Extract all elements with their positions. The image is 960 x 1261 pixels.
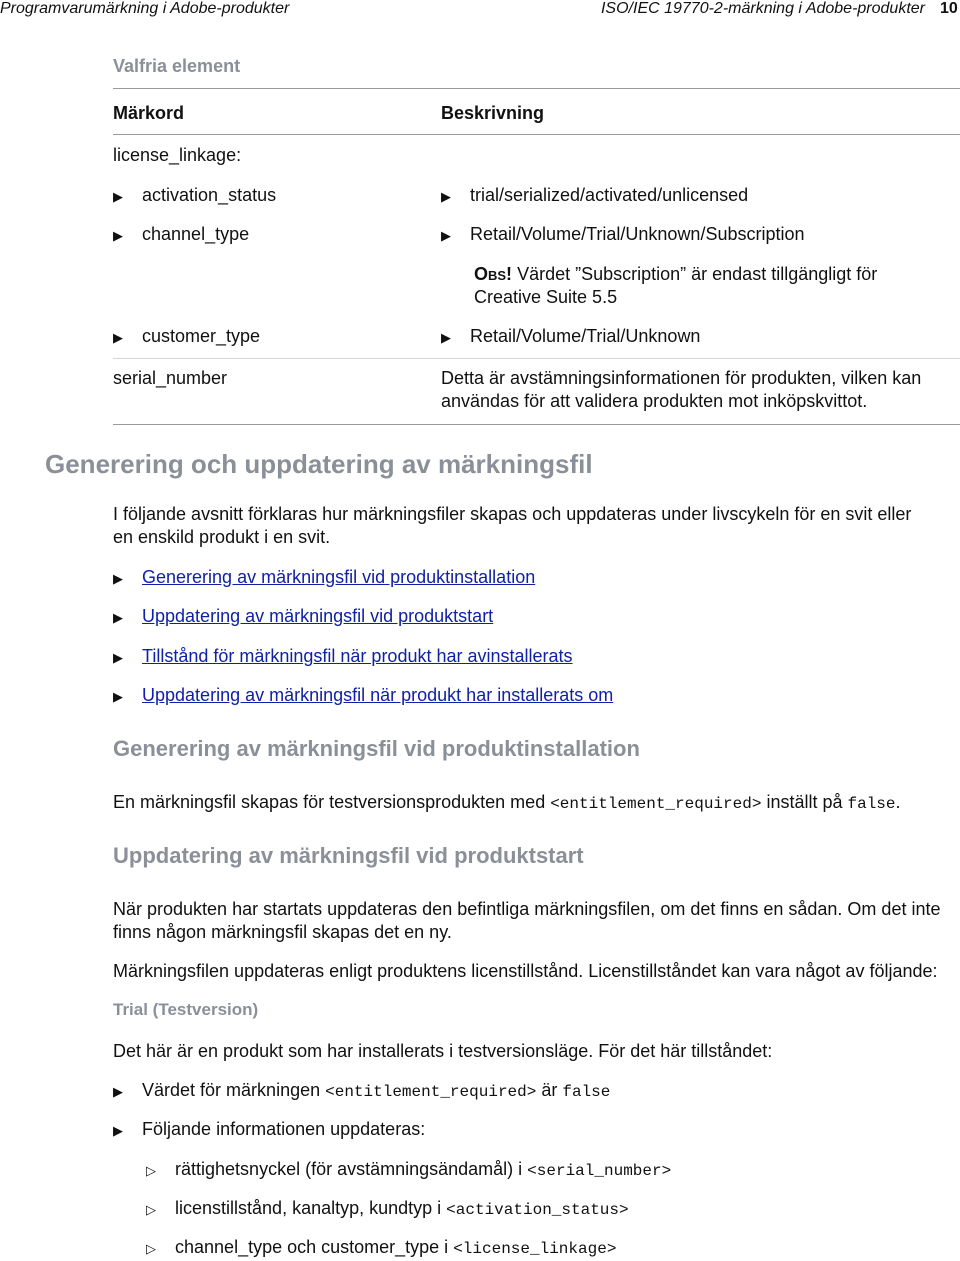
table-top-rule [113, 88, 960, 89]
bullet-triangle-icon: ▶ [113, 189, 123, 204]
bullet-triangle-icon: ▶ [113, 330, 123, 345]
text: licenstillstånd, kanaltyp, kundtyp i [175, 1198, 447, 1218]
section-heading: Generering och uppdatering av märkningsfil [45, 449, 593, 479]
hollow-triangle-icon: ▷ [146, 1202, 156, 1217]
note-text: Värdet ”Subscription” är endast tillgängligt för [512, 264, 878, 284]
table-row-desc [441, 224, 805, 245]
text: . [895, 792, 901, 812]
list-item [113, 645, 573, 669]
hollow-triangle-icon: ▷ [146, 1241, 156, 1256]
tag-customer-type: customer_type [142, 326, 261, 346]
list-item [113, 1079, 610, 1104]
subheading-generation: Generering av märkningsfil vid produktinstallation [113, 736, 640, 761]
trial-intro: Det här är en produkt som har installerats i testversionsläge. För det här tillståndet: [113, 1041, 773, 1061]
text: Värdet för märkningen [142, 1080, 326, 1100]
code: <serial_number> [527, 1162, 672, 1180]
table-row [113, 185, 276, 206]
desc-channel-type: Retail/Volume/Trial/Unknown/Subscription [470, 224, 805, 244]
note-line-2: Creative Suite 5.5 [474, 287, 618, 307]
text: inställt på [761, 792, 848, 812]
update-paragraph-line-2: finns någon märkningsfil skapas det en ny. [113, 922, 452, 942]
running-header-right: ISO/IEC 19770-2-märkning i Adobe-produkter [600, 0, 925, 17]
row-divider [113, 358, 960, 359]
code: <entitlement_required> [325, 1083, 537, 1101]
subheading-update: Uppdatering av märkningsfil vid produktstart [113, 843, 584, 868]
table-title: Valfria element [113, 56, 241, 76]
code: false [847, 795, 896, 813]
bullet-triangle-icon: ▶ [113, 689, 123, 704]
bullet-triangle-icon: ▶ [113, 228, 123, 243]
intro-line-1: I följande avsnitt förklaras hur märkningsfiler skapas och uppdateras under livscykeln för en svit eller [113, 504, 912, 524]
bullet-triangle-icon: ▶ [113, 571, 123, 586]
update-paragraph-2: Märkningsfilen uppdateras enligt produktens licenstillstånd. Licenstillståndet kan vara något av följande: [113, 961, 938, 981]
serial-desc-line-1: Detta är avstämningsinformationen för produkten, vilken kan [441, 368, 922, 388]
column-header-tag: Märkord [113, 103, 185, 123]
list-item [113, 1118, 425, 1142]
text: channel_type och customer_type i [175, 1237, 454, 1257]
link-uninstalled[interactable]: Tillstånd för märkningsfil när produkt har avinstallerats [142, 646, 573, 666]
table-row-desc [441, 326, 700, 347]
table-bottom-rule [113, 424, 960, 425]
list-item [113, 605, 493, 629]
text: En märkningsfil skapas för testversionsprodukten med [113, 792, 551, 812]
bullet-triangle-icon: ▶ [113, 1084, 123, 1099]
generation-paragraph [113, 791, 901, 816]
text: rättighetsnyckel (för avstämningsändamål) i [175, 1159, 528, 1179]
sub-list-item [146, 1197, 629, 1222]
intro-line-2: en enskild produkt i en svit. [113, 527, 331, 547]
table-row [113, 224, 249, 245]
bullet-triangle-icon: ▶ [113, 1123, 123, 1138]
bullet-triangle-icon: ▶ [113, 610, 123, 625]
header-rule [113, 134, 960, 135]
update-paragraph-line-1: När produkten har startats uppdateras den befintliga märkningsfilen, om det finns en sådan. Om det inte [113, 899, 941, 919]
list-item [113, 684, 613, 708]
table-row-desc [441, 185, 748, 206]
desc-customer-type: Retail/Volume/Trial/Unknown [470, 326, 701, 346]
desc-activation-status: trial/serialized/activated/unlicensed [470, 185, 749, 205]
code: <activation_status> [446, 1201, 629, 1219]
serial-desc-line-2: användas för att validera produkten mot inköpskvittot. [441, 391, 868, 411]
license-linkage-label: license_linkage: [113, 145, 242, 165]
bullet-triangle-icon: ▶ [441, 330, 451, 345]
trial-heading: Trial (Testversion) [113, 1000, 259, 1019]
link-reinstalled[interactable]: Uppdatering av märkningsfil när produkt har installerats om [142, 685, 614, 705]
text: är [536, 1080, 563, 1100]
list-item [113, 566, 535, 590]
sub-list-item [146, 1158, 671, 1183]
link-gen-install[interactable]: Generering av märkningsfil vid produktinstallation [142, 567, 536, 587]
bullet-triangle-icon: ▶ [113, 650, 123, 665]
hollow-triangle-icon: ▷ [146, 1163, 156, 1178]
tag-channel-type: channel_type [142, 224, 250, 244]
link-update-start[interactable]: Uppdatering av märkningsfil vid produktstart [142, 606, 494, 626]
running-header-left: Programvarumärkning i Adobe-produkter [0, 0, 290, 17]
code: <license_linkage> [453, 1240, 617, 1258]
text: Följande informationen uppdateras: [142, 1119, 426, 1139]
page-number: 10 [940, 0, 958, 17]
tag-activation-status: activation_status [142, 185, 277, 205]
note-label: Obs! [474, 264, 513, 284]
bullet-triangle-icon: ▶ [441, 189, 451, 204]
note-line-1 [474, 264, 877, 285]
table-row [113, 326, 260, 347]
sub-list-item [146, 1236, 616, 1261]
code: false [562, 1083, 611, 1101]
column-header-description: Beskrivning [441, 103, 545, 123]
bullet-triangle-icon: ▶ [441, 228, 451, 243]
code: <entitlement_required> [550, 795, 762, 813]
tag-serial-number: serial_number [113, 368, 228, 388]
